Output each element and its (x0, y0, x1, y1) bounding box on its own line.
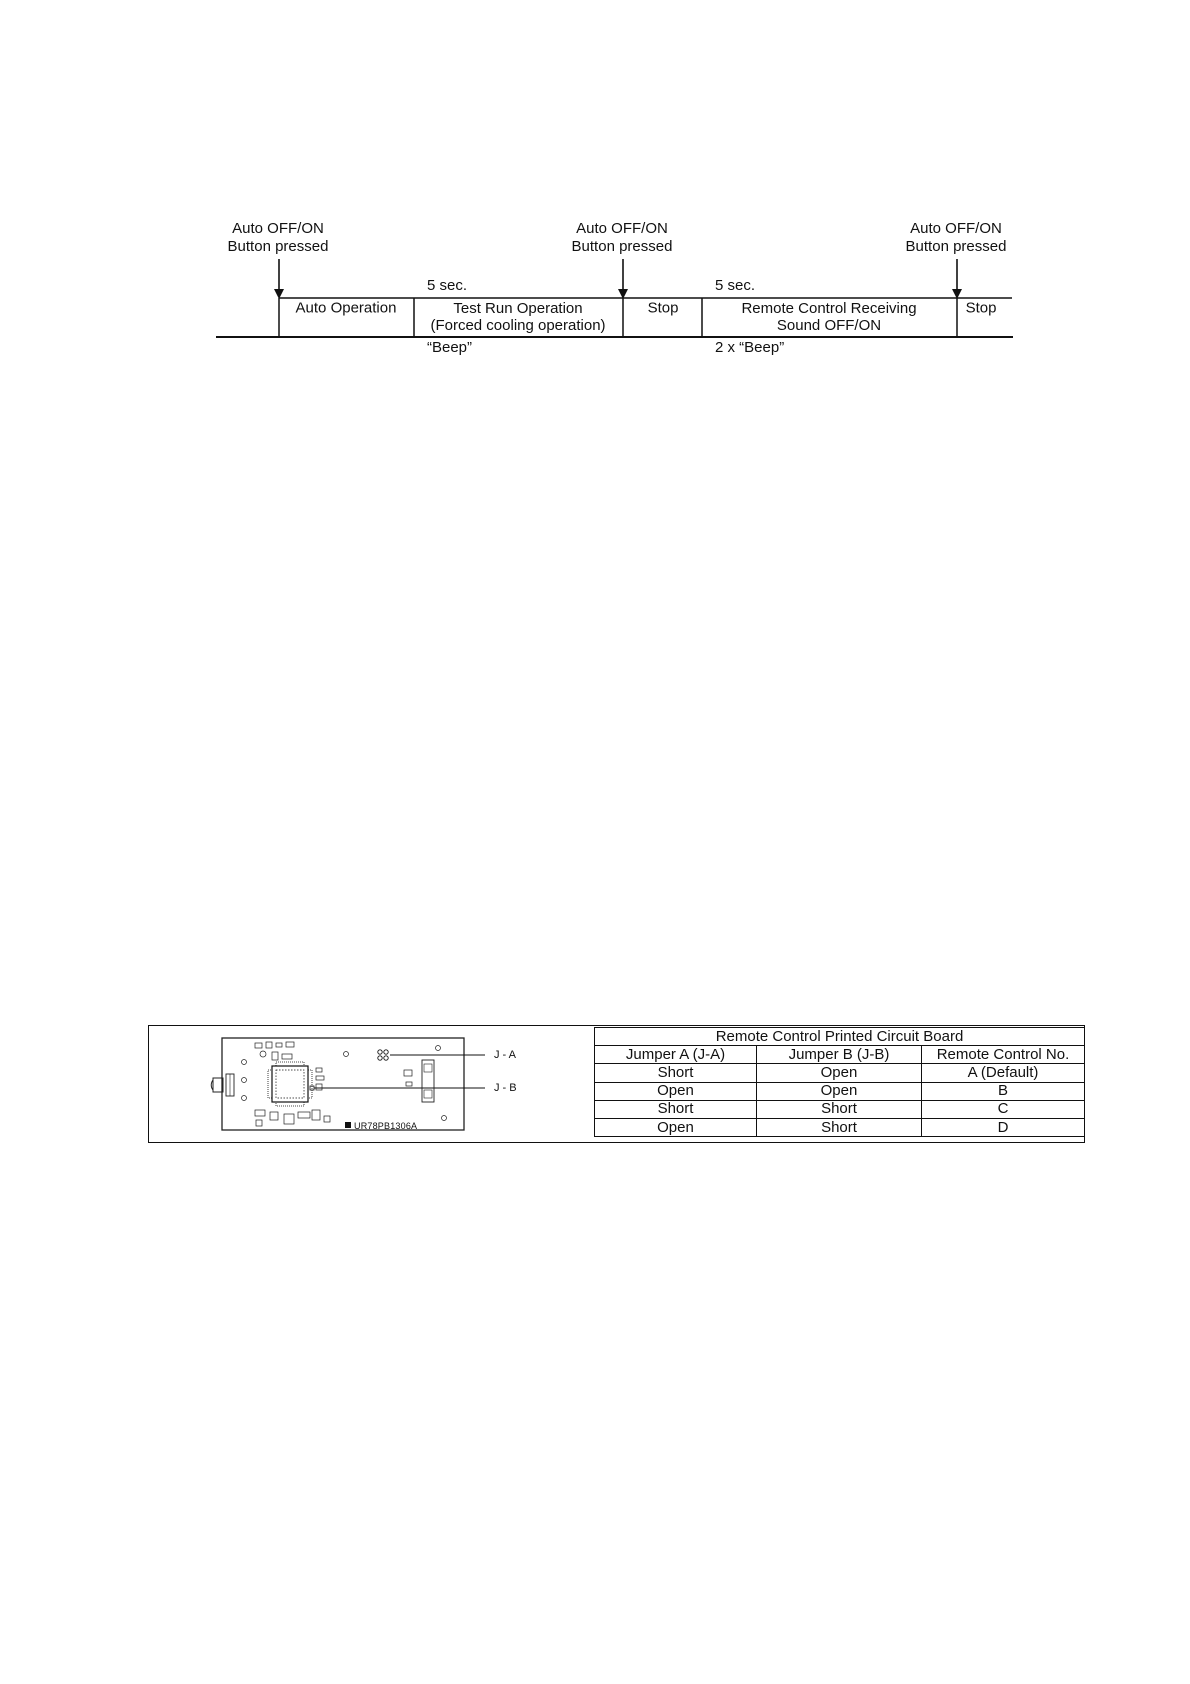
press-label-1-line2: Button pressed (227, 238, 329, 255)
press-label-2-line2: Button pressed (571, 238, 673, 255)
jumper-table (594, 1027, 1085, 1137)
table-row (595, 1118, 1085, 1136)
header-remote-no: Remote Control No. (922, 1046, 1085, 1064)
board-code: UR78PB1306A (354, 1121, 418, 1131)
duration-label-1: 5 sec. (427, 277, 468, 294)
table-cell: D (922, 1118, 1085, 1136)
table-cell: Open (595, 1082, 757, 1100)
table-cell: Open (757, 1082, 922, 1100)
beep-label-1: “Beep” (427, 339, 473, 356)
table-cell: Short (595, 1100, 757, 1118)
segment-remote-receiving-line2: Sound OFF/ON (776, 317, 882, 334)
segment-remote-receiving-line1: Remote Control Receiving (741, 300, 917, 317)
header-jumper-b: Jumper B (J-B) (757, 1046, 922, 1064)
table-cell: Open (595, 1118, 757, 1136)
jumper-table-header-row (595, 1046, 1085, 1064)
duration-label-2: 5 sec. (715, 277, 756, 294)
table-row (595, 1064, 1085, 1082)
press-label-3-line1: Auto OFF/ON (910, 220, 1002, 237)
segment-test-run (430, 300, 605, 334)
header-jumper-a: Jumper A (J-A) (595, 1046, 757, 1064)
table-row (595, 1100, 1085, 1118)
table-cell: Short (757, 1100, 922, 1118)
press-label-3-line2: Button pressed (905, 238, 1007, 255)
table-cell: B (922, 1082, 1085, 1100)
jumper-table-title: Remote Control Printed Circuit Board (595, 1028, 1085, 1046)
segment-test-run-line2: (Forced cooling operation) (430, 317, 606, 334)
segment-stop-1: Stop (647, 299, 679, 317)
jumper-a-label: J - A (494, 1049, 517, 1061)
segment-stop-2: Stop (965, 299, 997, 317)
table-row (595, 1082, 1085, 1100)
table-cell: Short (757, 1118, 922, 1136)
press-label-2-line1: Auto OFF/ON (576, 220, 668, 237)
table-cell: C (922, 1100, 1085, 1118)
segment-remote-receiving (741, 300, 916, 334)
table-cell: Short (595, 1064, 757, 1082)
table-cell: A (Default) (922, 1064, 1085, 1082)
jumper-b-label: J - B (494, 1082, 517, 1094)
timing-lines (0, 0, 1190, 400)
segment-auto-operation: Auto Operation (295, 299, 397, 317)
table-cell: Open (757, 1064, 922, 1082)
press-label-1-line1: Auto OFF/ON (232, 220, 324, 237)
segment-test-run-line1: Test Run Operation (453, 300, 583, 317)
beep-label-2: 2 x “Beep” (715, 339, 785, 356)
